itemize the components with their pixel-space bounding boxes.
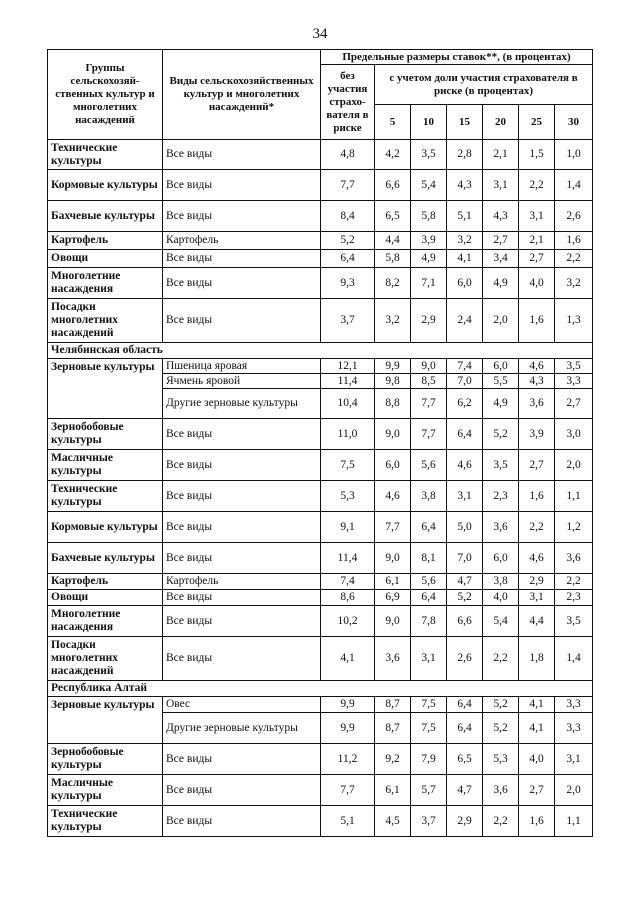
rate-with-participation: 6,6	[375, 170, 411, 201]
table-row	[48, 806, 593, 837]
rate-with-participation: 6,2	[447, 389, 483, 419]
rate-with-participation: 1,6	[519, 481, 555, 512]
rate-with-participation: 9,8	[375, 374, 411, 389]
rate-with-participation: 5,4	[411, 170, 447, 201]
rate-no-participation: 3,7	[321, 299, 375, 343]
rate-with-participation: 3,8	[483, 574, 519, 590]
rate-no-participation: 8,6	[321, 590, 375, 606]
table-row	[48, 697, 593, 713]
rate-with-participation: 9,0	[411, 359, 447, 374]
kind-cell: Пшеница яровая	[163, 359, 321, 374]
rate-with-participation: 4,1	[447, 250, 483, 268]
rate-with-participation: 1,1	[555, 806, 593, 837]
table-body	[48, 140, 593, 837]
rate-with-participation: 5,7	[411, 775, 447, 806]
table-row	[48, 481, 593, 512]
rate-with-participation: 2,7	[555, 389, 593, 419]
table-row	[48, 450, 593, 481]
rate-with-participation: 3,6	[555, 543, 593, 574]
rate-no-participation: 5,2	[321, 232, 375, 250]
rate-with-participation: 7,8	[411, 606, 447, 637]
table-row	[48, 744, 593, 775]
region-row	[48, 343, 593, 359]
rate-with-participation: 2,9	[519, 574, 555, 590]
table-row	[48, 201, 593, 232]
rate-with-participation: 9,0	[375, 543, 411, 574]
rate-with-participation: 3,3	[555, 374, 593, 389]
group-cell: Кормовые культуры	[48, 170, 163, 201]
rate-with-participation: 3,6	[519, 389, 555, 419]
group-cell: Овощи	[48, 250, 163, 268]
rate-with-participation: 6,9	[375, 590, 411, 606]
rates-table	[47, 49, 593, 837]
rate-with-participation: 2,6	[447, 637, 483, 681]
header-share: 30	[555, 105, 593, 140]
kind-cell: Другие зерновые культуры	[163, 389, 321, 419]
rate-with-participation: 1,5	[519, 140, 555, 170]
kind-cell: Картофель	[163, 574, 321, 590]
rate-with-participation: 4,3	[519, 374, 555, 389]
rate-with-participation: 9,0	[375, 606, 411, 637]
rate-with-participation: 8,8	[375, 389, 411, 419]
group-cell: Бахчевые культуры	[48, 201, 163, 232]
rate-with-participation: 3,9	[411, 232, 447, 250]
rate-with-participation: 3,5	[555, 359, 593, 374]
rate-no-participation: 9,1	[321, 512, 375, 543]
group-cell: Бахчевые культуры	[48, 543, 163, 574]
rate-with-participation: 4,6	[447, 450, 483, 481]
rate-with-participation: 3,2	[375, 299, 411, 343]
rate-no-participation: 6,4	[321, 250, 375, 268]
rate-with-participation: 4,3	[483, 201, 519, 232]
rate-no-participation: 11,4	[321, 374, 375, 389]
rate-with-participation: 7,7	[375, 512, 411, 543]
rate-with-participation: 2,1	[519, 232, 555, 250]
rate-no-participation: 7,7	[321, 775, 375, 806]
rate-with-participation: 3,5	[411, 140, 447, 170]
kind-cell: Все виды	[163, 775, 321, 806]
header-kind: Виды сельскохозяйственных культур и многолетних насаждений*	[163, 50, 321, 140]
rate-with-participation: 3,9	[519, 419, 555, 450]
rate-with-participation: 8,7	[375, 713, 411, 744]
kind-cell: Все виды	[163, 140, 321, 170]
rate-no-participation: 10,4	[321, 389, 375, 419]
rate-with-participation: 5,2	[483, 713, 519, 744]
rate-with-participation: 3,2	[555, 268, 593, 299]
rate-with-participation: 5,4	[483, 606, 519, 637]
rate-with-participation: 2,2	[519, 512, 555, 543]
rate-with-participation: 5,0	[447, 512, 483, 543]
rate-with-participation: 3,1	[519, 590, 555, 606]
rate-no-participation: 4,8	[321, 140, 375, 170]
kind-cell: Все виды	[163, 268, 321, 299]
rate-with-participation: 7,5	[411, 697, 447, 713]
rate-no-participation: 9,9	[321, 697, 375, 713]
rate-with-participation: 1,0	[555, 140, 593, 170]
rate-with-participation: 2,2	[555, 574, 593, 590]
header-no-participation: без участия страхо-вателя в риске	[321, 65, 375, 140]
rate-no-participation: 7,5	[321, 450, 375, 481]
rate-with-participation: 2,1	[483, 140, 519, 170]
rate-with-participation: 2,9	[411, 299, 447, 343]
rate-with-participation: 6,4	[411, 590, 447, 606]
group-cell: Картофель	[48, 574, 163, 590]
kind-cell: Все виды	[163, 419, 321, 450]
rate-with-participation: 5,8	[375, 250, 411, 268]
rate-with-participation: 3,1	[411, 637, 447, 681]
rate-with-participation: 4,9	[483, 268, 519, 299]
rate-with-participation: 2,6	[555, 201, 593, 232]
rate-with-participation: 5,2	[447, 590, 483, 606]
group-cell: Зерновые культуры	[48, 359, 163, 419]
group-cell: Технические культуры	[48, 481, 163, 512]
kind-cell: Другие зерновые культуры	[163, 713, 321, 744]
rate-with-participation: 5,5	[483, 374, 519, 389]
rate-no-participation: 9,9	[321, 713, 375, 744]
rate-with-participation: 3,6	[483, 512, 519, 543]
kind-cell: Все виды	[163, 744, 321, 775]
kind-cell: Все виды	[163, 606, 321, 637]
page-number: 34	[312, 26, 328, 42]
rate-with-participation: 8,1	[411, 543, 447, 574]
group-cell: Технические культуры	[48, 140, 163, 170]
rate-with-participation: 5,2	[483, 697, 519, 713]
rate-no-participation: 11,2	[321, 744, 375, 775]
table-row	[48, 268, 593, 299]
group-cell: Масличные культуры	[48, 450, 163, 481]
rate-with-participation: 2,7	[483, 232, 519, 250]
rate-with-participation: 3,2	[447, 232, 483, 250]
group-cell: Зерновые культуры	[48, 697, 163, 744]
rate-with-participation: 2,3	[483, 481, 519, 512]
rate-with-participation: 3,3	[555, 697, 593, 713]
rate-with-participation: 6,5	[447, 744, 483, 775]
rate-with-participation: 6,0	[447, 268, 483, 299]
group-cell: Масличные культуры	[48, 775, 163, 806]
rate-with-participation: 3,4	[483, 250, 519, 268]
rate-with-participation: 2,8	[447, 140, 483, 170]
header-limits: Предельные размеры ставок**, (в процентах)	[321, 50, 593, 65]
group-cell: Картофель	[48, 232, 163, 250]
rate-with-participation: 5,8	[411, 201, 447, 232]
table-row	[48, 574, 593, 590]
group-cell: Овощи	[48, 590, 163, 606]
rate-with-participation: 5,1	[447, 201, 483, 232]
rate-with-participation: 6,4	[411, 512, 447, 543]
rate-with-participation: 4,0	[483, 590, 519, 606]
rate-with-participation: 2,9	[447, 806, 483, 837]
rate-with-participation: 6,6	[447, 606, 483, 637]
rate-with-participation: 2,0	[555, 450, 593, 481]
table-row	[48, 140, 593, 170]
rate-with-participation: 1,4	[555, 637, 593, 681]
rate-with-participation: 7,0	[447, 374, 483, 389]
kind-cell: Овес	[163, 697, 321, 713]
rate-with-participation: 2,7	[519, 450, 555, 481]
rate-with-participation: 3,5	[483, 450, 519, 481]
rate-with-participation: 5,3	[483, 744, 519, 775]
table-row	[48, 299, 593, 343]
rate-with-participation: 2,0	[555, 775, 593, 806]
rate-with-participation: 1,1	[555, 481, 593, 512]
region-label: Челябинская область	[48, 343, 593, 359]
kind-cell: Все виды	[163, 481, 321, 512]
rate-no-participation: 5,3	[321, 481, 375, 512]
rate-with-participation: 3,7	[411, 806, 447, 837]
header-share: 10	[411, 105, 447, 140]
group-cell: Технические культуры	[48, 806, 163, 837]
table-row	[48, 606, 593, 637]
rate-with-participation: 4,7	[447, 775, 483, 806]
rate-with-participation: 1,3	[555, 299, 593, 343]
rate-with-participation: 6,1	[375, 775, 411, 806]
table-row	[48, 232, 593, 250]
rate-with-participation: 2,2	[519, 170, 555, 201]
rate-with-participation: 7,9	[411, 744, 447, 775]
group-cell: Зернобобовые культуры	[48, 744, 163, 775]
rate-no-participation: 10,2	[321, 606, 375, 637]
header-share: 20	[483, 105, 519, 140]
rate-with-participation: 4,1	[519, 697, 555, 713]
region-label: Республика Алтай	[48, 681, 593, 697]
rate-with-participation: 3,1	[555, 744, 593, 775]
rate-with-participation: 2,2	[555, 250, 593, 268]
rate-with-participation: 1,6	[519, 299, 555, 343]
kind-cell: Картофель	[163, 232, 321, 250]
rate-with-participation: 3,0	[555, 419, 593, 450]
rate-no-participation: 7,7	[321, 170, 375, 201]
table-row	[48, 419, 593, 450]
rate-with-participation: 3,1	[519, 201, 555, 232]
rate-no-participation: 4,1	[321, 637, 375, 681]
rate-with-participation: 1,6	[555, 232, 593, 250]
rate-with-participation: 6,4	[447, 697, 483, 713]
rate-no-participation: 9,3	[321, 268, 375, 299]
kind-cell: Все виды	[163, 543, 321, 574]
rate-no-participation: 11,4	[321, 543, 375, 574]
rate-with-participation: 9,0	[375, 419, 411, 450]
table-row	[48, 250, 593, 268]
header-share: 15	[447, 105, 483, 140]
header-share: 25	[519, 105, 555, 140]
group-cell: Зернобобовые культуры	[48, 419, 163, 450]
rate-with-participation: 2,7	[519, 775, 555, 806]
rate-with-participation: 4,9	[483, 389, 519, 419]
rate-with-participation: 7,5	[411, 713, 447, 744]
rate-with-participation: 3,5	[555, 606, 593, 637]
table-row	[48, 543, 593, 574]
kind-cell: Все виды	[163, 250, 321, 268]
rate-with-participation: 4,4	[519, 606, 555, 637]
rate-with-participation: 3,6	[375, 637, 411, 681]
rate-with-participation: 2,2	[483, 806, 519, 837]
group-cell: Посадки многолетних насаждений	[48, 299, 163, 343]
rate-with-participation: 8,7	[375, 697, 411, 713]
rate-with-participation: 5,6	[411, 574, 447, 590]
rate-with-participation: 4,5	[375, 806, 411, 837]
rate-with-participation: 7,7	[411, 389, 447, 419]
rate-with-participation: 7,1	[411, 268, 447, 299]
rate-with-participation: 8,2	[375, 268, 411, 299]
rate-with-participation: 5,6	[411, 450, 447, 481]
rate-no-participation: 7,4	[321, 574, 375, 590]
rate-with-participation: 2,0	[483, 299, 519, 343]
rate-with-participation: 3,1	[447, 481, 483, 512]
kind-cell: Все виды	[163, 590, 321, 606]
rate-with-participation: 1,2	[555, 512, 593, 543]
kind-cell: Все виды	[163, 806, 321, 837]
rate-with-participation: 1,6	[519, 806, 555, 837]
rate-with-participation: 5,2	[483, 419, 519, 450]
rate-with-participation: 4,6	[519, 543, 555, 574]
rate-with-participation: 3,6	[483, 775, 519, 806]
group-cell: Посадки многолетних насаждений	[48, 637, 163, 681]
rate-with-participation: 4,4	[375, 232, 411, 250]
region-row	[48, 681, 593, 697]
kind-cell: Все виды	[163, 201, 321, 232]
table-row	[48, 590, 593, 606]
rate-with-participation: 6,4	[447, 713, 483, 744]
rate-with-participation: 7,0	[447, 543, 483, 574]
rate-with-participation: 2,4	[447, 299, 483, 343]
rate-with-participation: 6,5	[375, 201, 411, 232]
rate-with-participation: 8,5	[411, 374, 447, 389]
rate-with-participation: 6,0	[483, 359, 519, 374]
header-share: 5	[375, 105, 411, 140]
rate-with-participation: 4,6	[519, 359, 555, 374]
group-cell: Кормовые культуры	[48, 512, 163, 543]
kind-cell: Ячмень яровой	[163, 374, 321, 389]
table-row	[48, 359, 593, 374]
rate-with-participation: 9,2	[375, 744, 411, 775]
header-group: Группы сельскохозяй-ственных культур и многолетних насаждений	[48, 50, 163, 140]
rate-with-participation: 1,8	[519, 637, 555, 681]
rate-no-participation: 11,0	[321, 419, 375, 450]
table-row	[48, 512, 593, 543]
rate-with-participation: 4,0	[519, 744, 555, 775]
group-cell: Многолетние насаждения	[48, 606, 163, 637]
group-cell: Многолетние насаждения	[48, 268, 163, 299]
rate-with-participation: 4,2	[375, 140, 411, 170]
rate-no-participation: 5,1	[321, 806, 375, 837]
rate-with-participation: 4,7	[447, 574, 483, 590]
kind-cell: Все виды	[163, 450, 321, 481]
rate-with-participation: 3,1	[483, 170, 519, 201]
kind-cell: Все виды	[163, 512, 321, 543]
rate-with-participation: 3,8	[411, 481, 447, 512]
rate-with-participation: 4,1	[519, 713, 555, 744]
rate-with-participation: 1,4	[555, 170, 593, 201]
kind-cell: Все виды	[163, 170, 321, 201]
table-row	[48, 170, 593, 201]
rate-with-participation: 4,6	[375, 481, 411, 512]
kind-cell: Все виды	[163, 299, 321, 343]
rate-no-participation: 8,4	[321, 201, 375, 232]
header-with-participation: с учетом доли участия страхователя в риске (в процентах)	[375, 65, 593, 105]
rate-with-participation: 6,1	[375, 574, 411, 590]
rate-with-participation: 6,4	[447, 419, 483, 450]
table-row	[48, 637, 593, 681]
table-row	[48, 775, 593, 806]
rate-with-participation: 2,7	[519, 250, 555, 268]
rate-with-participation: 6,0	[375, 450, 411, 481]
rate-with-participation: 7,7	[411, 419, 447, 450]
rate-with-participation: 9,9	[375, 359, 411, 374]
rate-with-participation: 4,0	[519, 268, 555, 299]
rate-with-participation: 4,9	[411, 250, 447, 268]
rate-with-participation: 4,3	[447, 170, 483, 201]
rate-with-participation: 7,4	[447, 359, 483, 374]
rate-no-participation: 12,1	[321, 359, 375, 374]
rate-with-participation: 2,2	[483, 637, 519, 681]
rate-with-participation: 3,3	[555, 713, 593, 744]
kind-cell: Все виды	[163, 637, 321, 681]
rate-with-participation: 2,3	[555, 590, 593, 606]
rate-with-participation: 6,0	[483, 543, 519, 574]
